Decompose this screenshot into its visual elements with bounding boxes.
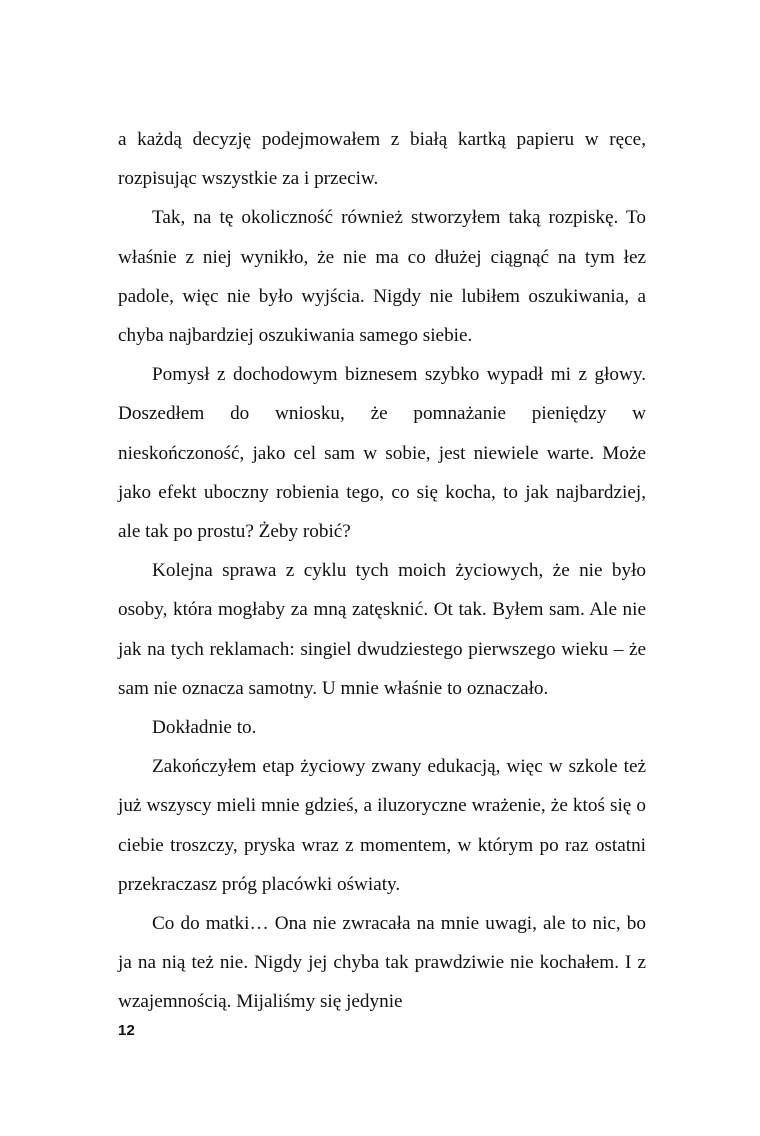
paragraph: Co do matki… Ona nie zwracała na mnie uwagi, ale to nic, bo ja na nią też nie. Nigdy jej chyba tak prawdziwie nie kochałem. I z wzajemnością. Mijaliśmy się jedynie — [118, 913, 646, 1013]
paragraph: a każdą decyzję podejmowałem z białą kartką papieru w ręce, rozpisując wszystkie za i przeciw. — [118, 129, 646, 190]
paragraph: Pomysł z dochodowym biznesem szybko wypadł mi z głowy. Doszedłem do wniosku, że pomnażanie pieniędzy w nieskończoność, jako cel sam w sobie, jest niewiele warte. Może jako efekt uboczny robienia tego, co się kocha, to jak najbardziej, ale tak po prostu? Żeby robić? — [118, 364, 646, 543]
paragraph: Dokładnie to. — [152, 717, 257, 739]
page-number: 12 — [118, 1022, 136, 1039]
page-body-text — [118, 120, 646, 1022]
paragraph: Kolejna sprawa z cyklu tych moich życiowych, że nie było osoby, która mogłaby za mną zatęsknić. Ot tak. Byłem sam. Ale nie jak na tych reklamach: singiel dwudziestego pierwszego wieku – że sam nie oznacza samotny. U mnie właśnie to oznaczało. — [118, 560, 646, 699]
paragraph: Tak, na tę okoliczność również stworzyłem taką rozpiskę. To właśnie z niej wynikło, że nie ma co dłużej ciągnąć na tym łez padole, więc nie było wyjścia. Nigdy nie lubiłem oszukiwania, a chyba najbardziej oszukiwania samego siebie. — [118, 207, 646, 347]
paragraph: Zakończyłem etap życiowy zwany edukacją, więc w szkole też już wszyscy mieli mnie gdzieś, a iluzoryczne wrażenie, że ktoś się o ciebie troszczy, pryska wraz z momentem, w którym po raz ostatni przekraczasz próg placówki oświaty. — [118, 756, 646, 895]
